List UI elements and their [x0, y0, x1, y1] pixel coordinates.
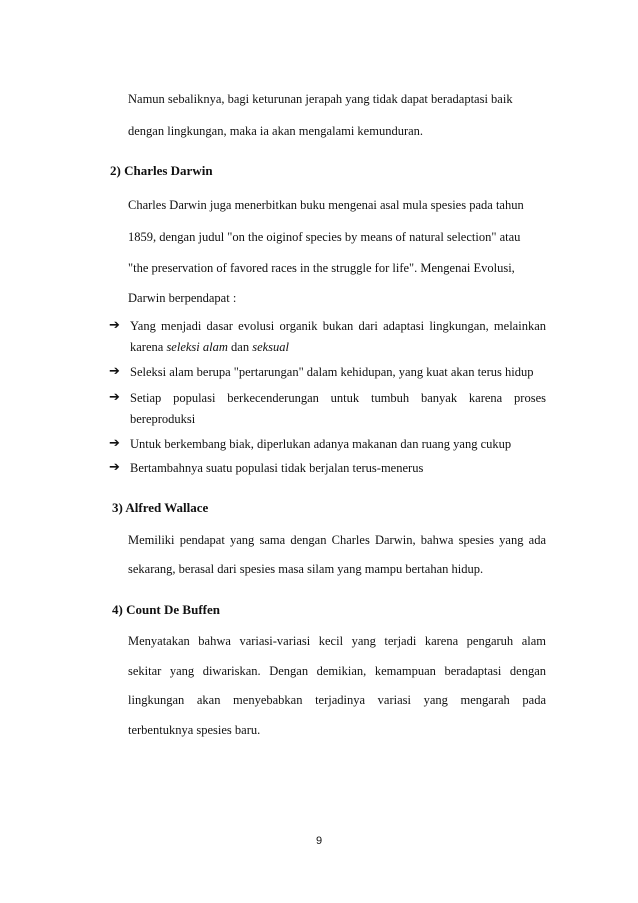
buffen-line-1: Menyatakan bahwa variasi-variasi kecil yang terjadi karena pengaruh alam — [128, 634, 546, 648]
bullet-1-emphasis-seksual: seksual — [252, 340, 290, 354]
page-number: 9 — [315, 835, 323, 847]
wallace-line-1: Memiliki pendapat yang sama dengan Charles Darwin, bahwa spesies yang ada — [128, 533, 546, 547]
bullet-4: Untuk berkembang biak, diperlukan adanya makanan dan ruang yang cukup — [130, 437, 512, 451]
bullet-1-prefix: karena — [130, 340, 167, 354]
bullet-3-line-2: bereproduksi — [130, 412, 196, 426]
bullet-3-line-1: Setiap populasi berkecenderungan untuk tumbuh banyak karena proses — [130, 391, 546, 405]
darwin-paragraph-line-2: 1859, dengan judul "on the oiginof species by means of natural selection" atau — [128, 230, 521, 244]
buffen-line-4: terbentuknya spesies baru. — [128, 723, 261, 737]
darwin-heading: 2) Charles Darwin — [110, 163, 213, 178]
wallace-heading: 3) Alfred Wallace — [112, 500, 209, 515]
bullet-1-emphasis-seleksi-alam: seleksi alam — [166, 340, 228, 354]
right-arrow-icon: ➔ — [109, 318, 120, 333]
buffen-line-3: lingkungan akan menyebabkan terjadinya variasi yang mengarah pada — [128, 693, 546, 707]
intro-line-1: Namun sebaliknya, bagi keturunan jerapah yang tidak dapat beradaptasi baik — [128, 92, 513, 106]
intro-line-2: dengan lingkungan, maka ia akan mengalami kemunduran. — [128, 124, 424, 138]
bullet-2: Seleksi alam berupa "pertarungan" dalam kehidupan, yang kuat akan terus hidup — [130, 365, 534, 379]
bullet-1-connector: dan — [227, 340, 253, 354]
bullet-5: Bertambahnya suatu populasi tidak berjalan terus-menerus — [130, 461, 424, 475]
darwin-paragraph-line-4: Darwin berpendapat : — [128, 291, 237, 305]
wallace-line-2: sekarang, berasal dari spesies masa silam yang mampu bertahan hidup. — [128, 562, 484, 576]
darwin-paragraph-line-1: Charles Darwin juga menerbitkan buku mengenai asal mula spesies pada tahun — [128, 198, 524, 212]
darwin-paragraph-line-3: "the preservation of favored races in the struggle for life". Mengenai Evolusi, — [128, 261, 515, 275]
right-arrow-icon: ➔ — [109, 390, 120, 405]
buffen-line-2: sekitar yang diwariskan. Dengan demikian, kemampuan beradaptasi dengan — [128, 664, 546, 678]
right-arrow-icon: ➔ — [109, 364, 120, 379]
buffen-heading: 4) Count De Buffen — [112, 602, 220, 617]
bullet-1-line-1: Yang menjadi dasar evolusi organik bukan dari adaptasi lingkungan, melainkan — [130, 319, 546, 333]
right-arrow-icon: ➔ — [109, 436, 120, 451]
bullet-1-line-2 — [130, 340, 289, 355]
right-arrow-icon: ➔ — [109, 460, 120, 475]
